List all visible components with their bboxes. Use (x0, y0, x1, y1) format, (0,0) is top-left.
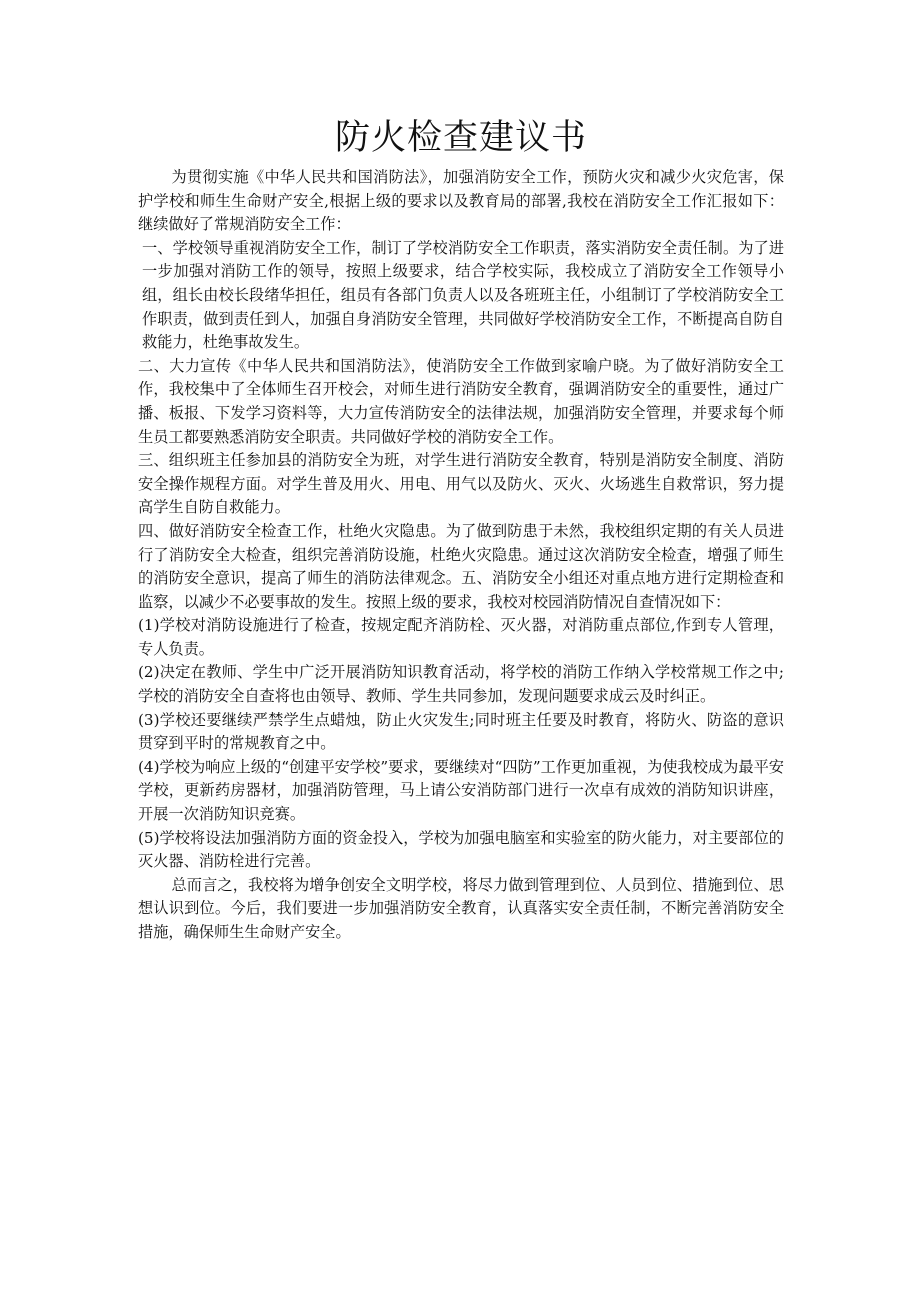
conclusion-paragraph: 总而言之，我校将为增争创安全文明学校，将尽力做到管理到位、人员到位、措施到位、思想认识到位。今后，我们要进一步加强消防安全教育，认真落实安全责任制，不断完善消防安全措施，确保师生生命财产安全。 (138, 875, 784, 941)
section-2-paragraph: 二、大力宣传《中华人民共和国消防法》，使消防安全工作做到家喻户晓。为了做好消防安全工作，我校集中了全体师生召开校会，对师生进行消防安全教育，强调消防安全的重要性，通过广播、板报、下发学习资料等，大力宣传消防安全的法律法规，加强消防安全管理，并要求每个师生员工都要熟悉消防安全职责。共同做好学校的消防安全工作。 (138, 356, 784, 446)
checklist-item-5: (5)学校将设法加强消防方面的资金投入，学校为加强电脑室和实验室的防火能力，对主要部位的灭火器、消防栓进行完善。 (138, 828, 784, 871)
checklist-item-3: (3)学校还要继续严禁学生点蜡烛，防止火灾发生;同时班主任要及时教育，将防火、防盗的意识贯穿到平时的常规教育之中。 (138, 710, 784, 753)
checklist-item-1: (1)学校对消防设施进行了检查，按规定配齐消防栓、灭火器，对消防重点部位,作到专人管理，专人负责。 (138, 616, 784, 658)
document-page (138, 112, 784, 945)
intro-paragraph: 为贯彻实施《中华人民共和国消防法》，加强消防安全工作，预防火灾和减少火灾危害，保护学校和师生生命财产安全,根据上级的要求以及教育局的部署,我校在消防安全工作汇报如下：继续做好了常规消防安全工作： (138, 168, 784, 234)
section-4-paragraph: 四、做好消防安全检查工作，杜绝火灾隐患。为了做到防患于未然，我校组织定期的有关人员进行了消防安全大检查，组织完善消防设施，杜绝火灾隐患。通过这次消防安全检查，增强了师生的消防安全意识，提高了师生的消防法律观念。五、消防安全小组还对重点地方进行定期检查和监察，以减少不必要事故的发生。按照上级的要求，我校对校园消防情况自查情况如下： (138, 521, 784, 611)
checklist-item-2: (2)决定在教师、学生中广泛开展消防知识教育活动，将学校的消防工作纳入学校常规工作之中;学校的消防安全自查将也由领导、教师、学生共同参加，发现问题要求成云及时纠正。 (138, 663, 784, 706)
section-1-paragraph: 一、学校领导重视消防安全工作，制订了学校消防安全工作职责，落实消防安全责任制。为了进一步加强对消防工作的领导，按照上级要求，结合学校实际，我校成立了消防安全工作领导小组，组长由校长段绪华担任，组员有各部门负责人以及各班班主任，小组制订了学校消防安全工作职责，做到责任到人，加强自身消防安全管理，共同做好学校消防安全工作，不断提高自防自救能力，杜绝事故发生。 (142, 238, 784, 352)
section-3-paragraph: 三、组织班主任参加县的消防安全为班，对学生进行消防安全教育，特别是消防安全制度、消防安全操作规程方面。对学生普及用火、用电、用气以及防火、灭火、火场逃生自救常识，努力提高学生自防自救能力。 (138, 451, 784, 517)
checklist-item-4: (4)学校为响应上级的“创建平安学校”要求，要继续对“四防”工作更加重视，为使我校成为最平安学校，更新药房器材，加强消防管理，马上请公安消防部门进行一次卓有成效的消防知识讲座，开展一次消防知识竞赛。 (138, 757, 784, 824)
document-title: 防火检查建议书 (334, 118, 587, 158)
